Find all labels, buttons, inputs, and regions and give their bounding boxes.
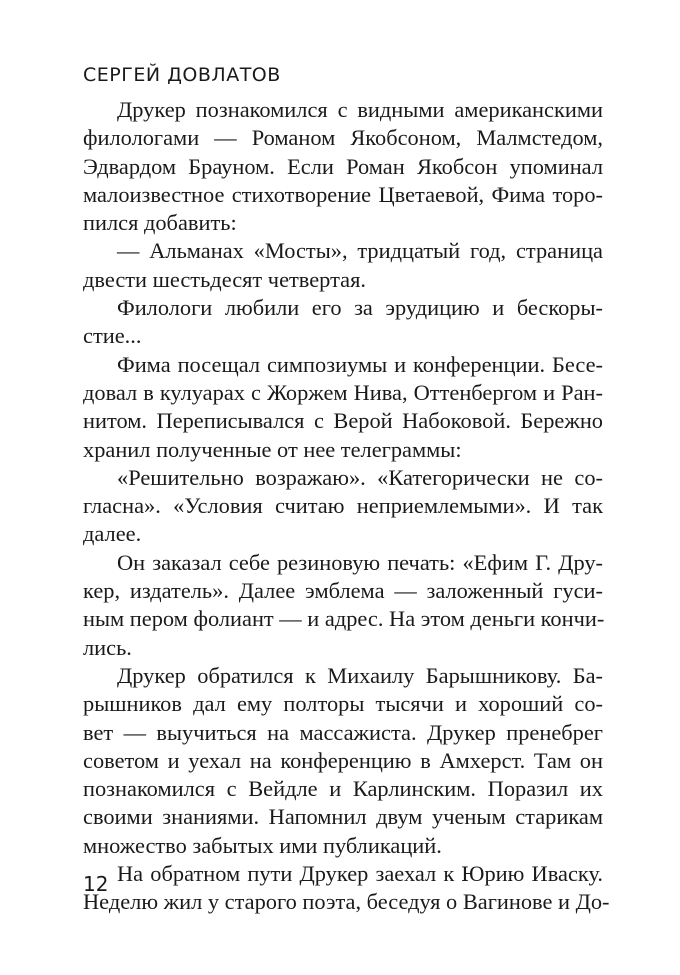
text-line: Филологи любили его за эрудицию и бескоры-: [117, 295, 603, 321]
text-line: своими знаниями. Напомнил двум ученым старикам: [83, 804, 603, 830]
text-line: филологами — Романом Якобсоном, Малмстедом,: [83, 125, 603, 151]
text-line: довал в кулуарах с Жоржем Нива, Оттенбергом и Ран-: [83, 379, 603, 405]
page-number: 12: [83, 872, 109, 896]
text-line: Эдвардом Брауном. Если Роман Якобсон упоминал: [83, 153, 603, 179]
text-line: Друкер обратился к Михаилу Барышникову. Ба-: [117, 662, 603, 688]
text-line: далее.: [83, 521, 142, 547]
text-line: Неделю жил у старого поэта, беседуя о Вагинове и До-: [83, 889, 610, 915]
running-header-author: СЕРГЕЙ ДОВЛАТОВ: [83, 64, 281, 86]
text-line: Фима посещал симпозиумы и конференции. Бесе-: [117, 351, 603, 377]
text-line: хранил полученные от нее телеграммы:: [83, 436, 462, 462]
text-line: лись.: [83, 634, 132, 660]
text-line: Друкер познакомился с видными американскими: [117, 97, 603, 122]
text-line: — Альманах «Мосты», тридцатый год, страница: [117, 238, 603, 264]
text-line: гласна». «Условия считаю неприемлемыми». И так: [83, 493, 603, 519]
text-line: множество забытых ими публикаций.: [83, 832, 442, 858]
text-line: нитом. Переписывался с Верой Набоковой. Бережно: [83, 408, 603, 434]
text-line: «Решительно возражаю». «Категорически не со-: [117, 464, 603, 490]
text-line: двести шестьдесят четвертая.: [83, 266, 366, 292]
text-line: пился добавить:: [83, 210, 237, 236]
text-line: На обратном пути Друкер заехал к Юрию Иваску.: [117, 861, 603, 887]
text-line: рышников дал ему полторы тысячи и хороший со-: [83, 691, 603, 717]
body-text: [83, 96, 610, 917]
text-line: стие...: [83, 323, 142, 349]
text-line: Он заказал себе резиновую печать: «Ефим Г. Дру-: [117, 549, 603, 575]
text-line: малоизвестное стихотворение Цветаевой, Фима торо-: [83, 181, 603, 207]
text-line: ным пером фолиант — и адрес. На этом деньги кончи-: [83, 606, 605, 632]
text-line: кер, издатель». Далее эмблема — заложенный гуси-: [83, 578, 603, 604]
text-line: вет — выучиться на массажиста. Друкер пренебрег: [83, 719, 603, 745]
text-line: советом и уехал на конференцию в Амхерст. Там он: [83, 747, 603, 773]
text-line: познакомился с Вейдле и Карлинским. Поразил их: [83, 776, 603, 802]
